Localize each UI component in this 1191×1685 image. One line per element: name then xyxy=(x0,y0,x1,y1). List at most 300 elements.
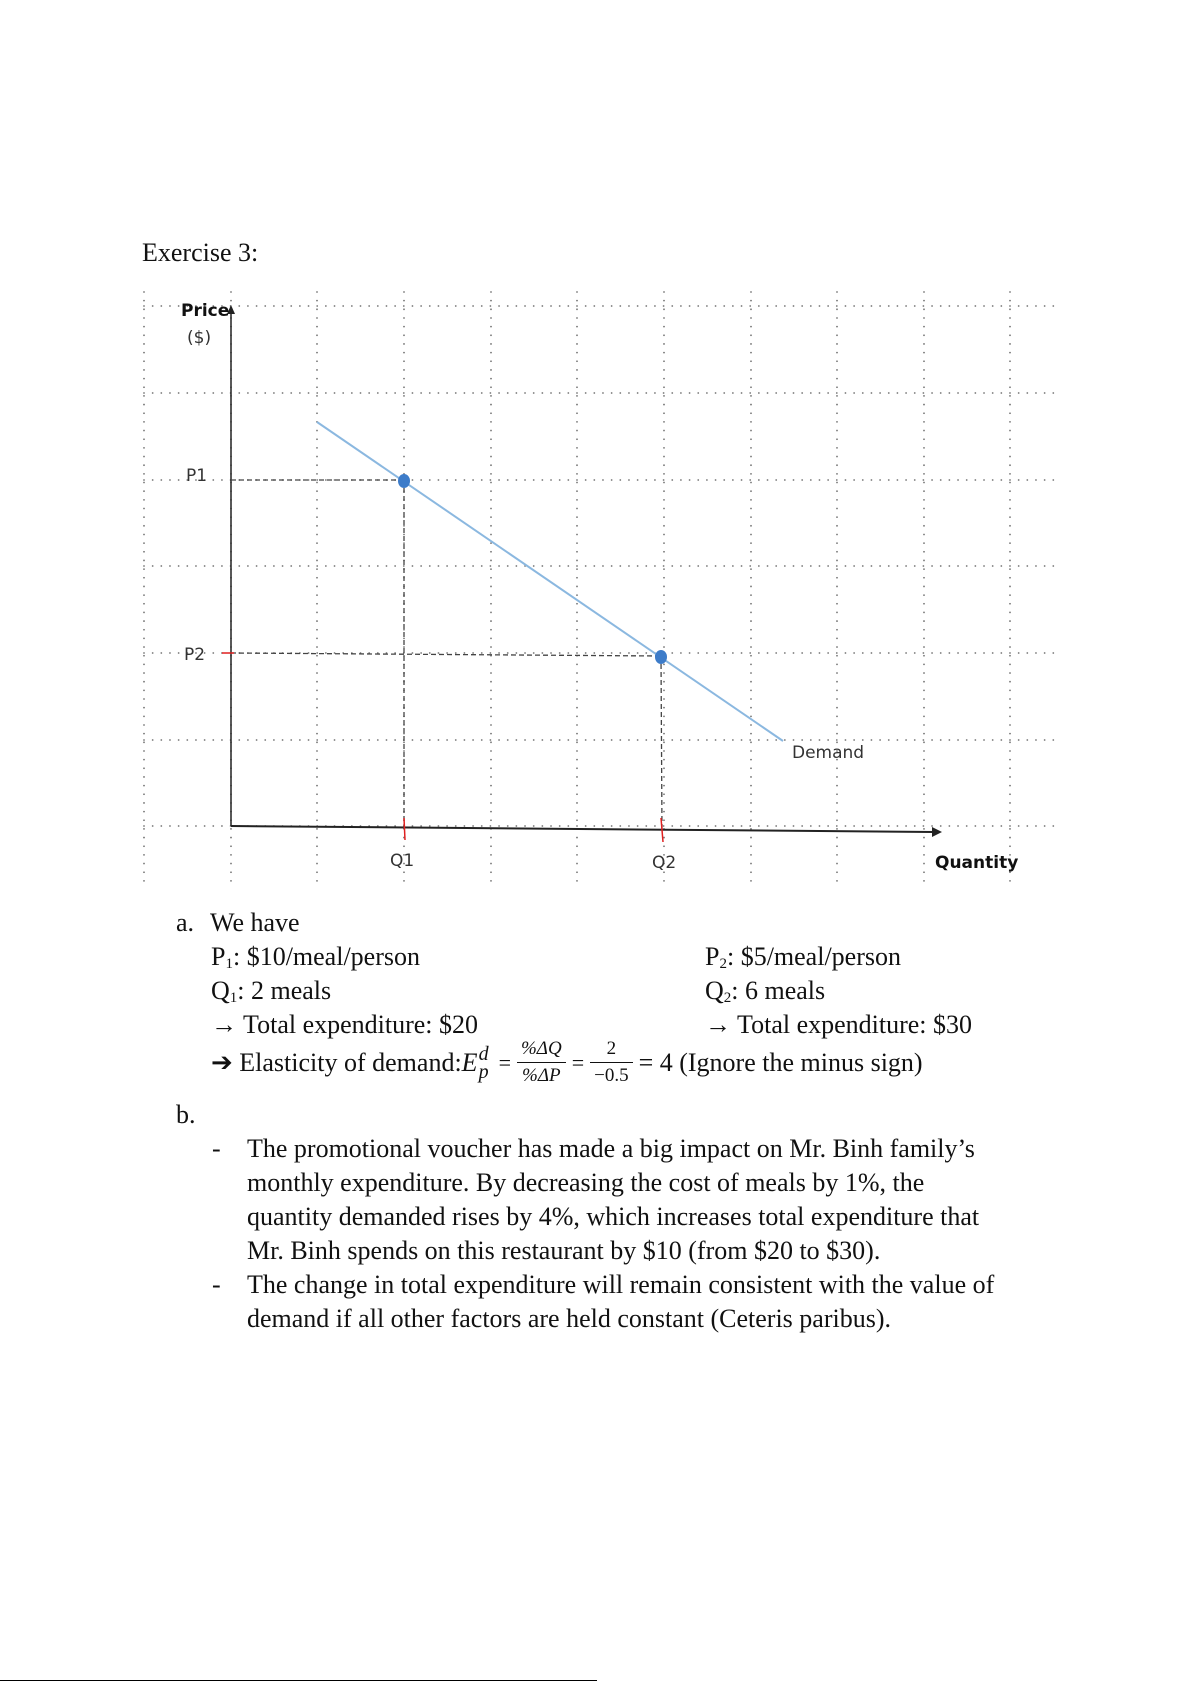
grid-dot xyxy=(1052,739,1054,741)
grid-dot xyxy=(732,739,734,741)
grid-dot xyxy=(750,759,752,761)
grid-dot xyxy=(576,837,578,839)
grid-dot xyxy=(862,739,864,741)
grid-dot xyxy=(836,560,838,562)
grid-dot xyxy=(715,652,717,654)
grid-dot xyxy=(1009,750,1011,752)
grid-dot xyxy=(992,479,994,481)
grid-dot xyxy=(576,629,578,631)
grid-dot xyxy=(775,565,777,567)
grid-dot xyxy=(576,473,578,475)
grid-dot xyxy=(550,479,552,481)
grid-dot xyxy=(403,360,405,362)
grid-dot xyxy=(637,479,639,481)
grid-dot xyxy=(264,739,266,741)
grid-dot xyxy=(836,652,838,654)
grid-dot xyxy=(143,447,145,449)
grid-dot xyxy=(247,392,249,394)
grid-dot xyxy=(750,603,752,605)
grid-dot xyxy=(1044,739,1046,741)
grid-dot xyxy=(836,404,838,406)
grid-dot xyxy=(403,542,405,544)
grid-dot xyxy=(412,392,414,394)
grid-dot xyxy=(316,516,318,518)
grid-dot xyxy=(663,490,665,492)
grid-dot xyxy=(923,802,925,804)
grid-dot xyxy=(801,825,803,827)
grid-dot xyxy=(845,565,847,567)
grid-dot xyxy=(923,456,925,458)
grid-dot xyxy=(316,698,318,700)
grid-dot xyxy=(455,652,457,654)
grid-dot xyxy=(853,479,855,481)
grid-dot xyxy=(732,565,734,567)
grid-dot xyxy=(403,565,405,567)
grid-dot xyxy=(143,707,145,709)
grid-dot xyxy=(819,479,821,481)
grid-dot xyxy=(836,785,838,787)
grid-dot xyxy=(723,392,725,394)
grid-dot xyxy=(611,305,613,307)
grid-dot xyxy=(750,655,752,657)
grid-dot xyxy=(412,739,414,741)
grid-dot xyxy=(481,305,483,307)
grid-dot xyxy=(264,565,266,567)
grid-dot xyxy=(490,603,492,605)
grid-dot xyxy=(143,663,145,665)
grid-dot xyxy=(689,565,691,567)
grid-dot xyxy=(897,479,899,481)
grid-dot xyxy=(923,438,925,440)
grid-dot xyxy=(1009,482,1011,484)
grid-dot xyxy=(1044,479,1046,481)
grid-dot xyxy=(143,681,145,683)
grid-dot xyxy=(550,565,552,567)
grid-dot xyxy=(143,871,145,873)
grid-dot xyxy=(316,793,318,795)
grid-dot xyxy=(750,386,752,388)
grid-dot xyxy=(923,447,925,449)
grid-dot xyxy=(143,334,145,336)
grid-dot xyxy=(1009,326,1011,328)
grid-dot xyxy=(663,845,665,847)
grid-dot xyxy=(316,880,318,882)
grid-dot xyxy=(559,479,561,481)
grid-dot xyxy=(775,825,777,827)
grid-dot xyxy=(923,479,925,481)
bullet-text-line: quantity demanded rises by 4%, which increases total expenditure that xyxy=(247,1202,980,1231)
grid-dot xyxy=(316,369,318,371)
grid-dot xyxy=(316,334,318,336)
grid-dot xyxy=(602,305,604,307)
grid-dot xyxy=(490,577,492,579)
exercise-title: Exercise 3: xyxy=(142,238,259,267)
grid-dot xyxy=(680,652,682,654)
grid-dot xyxy=(593,565,595,567)
p2-value: : $5/meal/person xyxy=(726,942,901,971)
grid-dot xyxy=(576,785,578,787)
grid-dot xyxy=(671,392,673,394)
grid-dot xyxy=(559,305,561,307)
grid-dot xyxy=(559,392,561,394)
grid-dot xyxy=(221,739,223,741)
grid-dot xyxy=(914,392,916,394)
grid-dot xyxy=(836,473,838,475)
grid-dot xyxy=(143,369,145,371)
grid-dot xyxy=(490,739,492,741)
grid-dot xyxy=(186,825,188,827)
grid-dot xyxy=(671,305,673,307)
grid-dot xyxy=(775,739,777,741)
grid-dot xyxy=(836,672,838,674)
grid-dot xyxy=(957,305,959,307)
grid-dot xyxy=(230,854,232,856)
grid-dot xyxy=(923,516,925,518)
grid-dot xyxy=(334,305,336,307)
grid-dot xyxy=(316,352,318,354)
grid-dot xyxy=(143,750,145,752)
grid-dot xyxy=(819,652,821,654)
grid-dot xyxy=(1009,586,1011,588)
grid-dot xyxy=(490,551,492,553)
grid-dot xyxy=(914,565,916,567)
grid-dot xyxy=(403,326,405,328)
y-axis-unit: ($) xyxy=(187,328,212,348)
grid-dot xyxy=(490,733,492,735)
grid-dot xyxy=(836,378,838,380)
grid-dot xyxy=(273,305,275,307)
grid-dot xyxy=(490,534,492,536)
grid-dot xyxy=(663,825,665,827)
grid-dot xyxy=(507,479,509,481)
grid-dot xyxy=(420,479,422,481)
grid-dot xyxy=(316,629,318,631)
elasticity-line xyxy=(211,1038,923,1087)
q2-value: : 6 meals xyxy=(731,976,826,1005)
grid-dot xyxy=(1052,565,1054,567)
grid-dot xyxy=(827,739,829,741)
grid-dot xyxy=(697,739,699,741)
grid-dot xyxy=(230,300,232,302)
grid-dot xyxy=(836,305,838,307)
grid-dot xyxy=(888,392,890,394)
grid-dot xyxy=(403,378,405,380)
grid-dot xyxy=(576,863,578,865)
grid-dot xyxy=(767,565,769,567)
grid-dot xyxy=(1018,825,1020,827)
grid-dot xyxy=(1026,652,1028,654)
grid-dot xyxy=(576,412,578,414)
grid-dot xyxy=(923,577,925,579)
grid-dot xyxy=(1000,305,1002,307)
grid-dot xyxy=(723,652,725,654)
grid-dot xyxy=(567,652,569,654)
grid-dot xyxy=(1000,392,1002,394)
grid-dot xyxy=(1035,305,1037,307)
grid-dot xyxy=(490,837,492,839)
grid-dot xyxy=(169,652,171,654)
grid-dot xyxy=(923,638,925,640)
grid-dot xyxy=(143,811,145,813)
grid-dot xyxy=(481,565,483,567)
grid-dot xyxy=(455,392,457,394)
grid-dot xyxy=(637,565,639,567)
grid-dot xyxy=(316,542,318,544)
grid-dot xyxy=(853,652,855,654)
grid-dot xyxy=(143,343,145,345)
grid-dot xyxy=(879,479,881,481)
grid-dot xyxy=(750,802,752,804)
grid-dot xyxy=(559,565,561,567)
grid-dot xyxy=(750,369,752,371)
grid-dot xyxy=(836,343,838,345)
grid-dot xyxy=(750,499,752,501)
grid-dot xyxy=(490,508,492,510)
grid-dot xyxy=(923,759,925,761)
grid-dot xyxy=(490,586,492,588)
grid-dot xyxy=(143,386,145,388)
grid-dot xyxy=(940,565,942,567)
grid-dot xyxy=(923,612,925,614)
grid-dot xyxy=(750,551,752,553)
grid-dot xyxy=(897,652,899,654)
grid-dot xyxy=(533,479,535,481)
grid-dot xyxy=(750,681,752,683)
grid-dot xyxy=(819,392,821,394)
grid-dot xyxy=(645,565,647,567)
grid-dot xyxy=(974,305,976,307)
grid-dot xyxy=(750,741,752,743)
grid-dot xyxy=(862,392,864,394)
grid-dot xyxy=(663,499,665,501)
y-axis-label: Price xyxy=(181,301,230,321)
grid-dot xyxy=(160,305,162,307)
grid-dot xyxy=(1009,360,1011,362)
grid-dot xyxy=(750,793,752,795)
grid-dot xyxy=(490,421,492,423)
grid-dot xyxy=(438,392,440,394)
grid-dot xyxy=(429,479,431,481)
fraction-percent-denominator: %ΔP xyxy=(522,1065,561,1086)
grid-dot xyxy=(403,534,405,536)
grid-dot xyxy=(923,672,925,674)
grid-dot xyxy=(957,565,959,567)
grid-dot xyxy=(221,392,223,394)
grid-dot xyxy=(464,565,466,567)
grid-dot xyxy=(559,825,561,827)
grid-dot xyxy=(663,698,665,700)
grid-dot xyxy=(697,565,699,567)
grid-dot xyxy=(749,825,751,827)
x-axis-label: Quantity xyxy=(935,853,1019,873)
grid-dot xyxy=(836,508,838,510)
point-p1-q1 xyxy=(398,474,410,488)
grid-dot xyxy=(689,739,691,741)
q2-guide xyxy=(661,656,662,832)
grid-dot xyxy=(576,525,578,527)
grid-dot xyxy=(1009,759,1011,761)
grid-dot xyxy=(576,317,578,319)
grid-dot xyxy=(1009,715,1011,717)
grid-dot xyxy=(948,825,950,827)
grid-dot xyxy=(160,565,162,567)
grid-dot xyxy=(697,479,699,481)
grid-dot xyxy=(750,516,752,518)
grid-dot xyxy=(663,594,665,596)
grid-dot xyxy=(836,369,838,371)
grid-dot xyxy=(490,317,492,319)
grid-dot xyxy=(490,652,492,654)
grid-dot xyxy=(905,392,907,394)
grid-dot xyxy=(143,395,145,397)
grid-dot xyxy=(750,612,752,614)
grid-dot xyxy=(490,819,492,821)
grid-dot xyxy=(490,707,492,709)
grid-dot xyxy=(663,291,665,293)
grid-dot xyxy=(316,412,318,414)
grid-dot xyxy=(299,565,301,567)
grid-dot xyxy=(490,565,492,567)
grid-dot xyxy=(1009,560,1011,562)
grid-dot xyxy=(212,565,214,567)
grid-dot xyxy=(750,689,752,691)
grid-dot xyxy=(931,479,933,481)
grid-dot xyxy=(559,652,561,654)
grid-dot xyxy=(741,479,743,481)
grid-dot xyxy=(273,739,275,741)
grid-dot xyxy=(923,334,925,336)
grid-dot xyxy=(654,479,656,481)
grid-dot xyxy=(732,652,734,654)
grid-dot xyxy=(490,360,492,362)
grid-dot xyxy=(801,479,803,481)
grid-dot xyxy=(750,360,752,362)
grid-dot xyxy=(983,479,985,481)
grid-dot xyxy=(585,652,587,654)
grid-dot xyxy=(853,739,855,741)
grid-dot xyxy=(490,369,492,371)
grid-dot xyxy=(1026,305,1028,307)
grid-dot xyxy=(836,603,838,605)
grid-dot xyxy=(836,854,838,856)
bullet-text-line: monthly expenditure. By decreasing the cost of meals by 1%, the xyxy=(247,1168,925,1197)
grid-dot xyxy=(663,464,665,466)
grid-dot xyxy=(645,305,647,307)
grid-dot xyxy=(923,663,925,665)
grid-dot xyxy=(750,646,752,648)
grid-dot xyxy=(923,594,925,596)
grid-dot xyxy=(750,542,752,544)
grid-dot xyxy=(923,845,925,847)
grid-dot xyxy=(750,586,752,588)
grid-dot xyxy=(905,565,907,567)
grid-dot xyxy=(628,392,630,394)
grid-dot xyxy=(386,739,388,741)
grid-dot xyxy=(923,542,925,544)
grid-dot xyxy=(230,845,232,847)
grid-dot xyxy=(576,759,578,761)
grid-dot xyxy=(992,305,994,307)
grid-dot xyxy=(836,620,838,622)
grid-dot xyxy=(1009,681,1011,683)
grid-dot xyxy=(593,825,595,827)
grid-dot xyxy=(750,577,752,579)
grid-dot xyxy=(316,612,318,614)
grid-dot xyxy=(1009,612,1011,614)
grid-dot xyxy=(923,421,925,423)
grid-dot xyxy=(974,479,976,481)
grid-dot xyxy=(490,464,492,466)
grid-dot xyxy=(455,825,457,827)
grid-dot xyxy=(853,392,855,394)
grid-dot xyxy=(879,392,881,394)
grid-dot xyxy=(593,392,595,394)
grid-dot xyxy=(178,305,180,307)
grid-dot xyxy=(264,392,266,394)
grid-dot xyxy=(1009,845,1011,847)
grid-dot xyxy=(143,854,145,856)
grid-dot xyxy=(1009,300,1011,302)
grid-dot xyxy=(1009,565,1011,567)
x-axis-arrow xyxy=(932,827,942,837)
grid-dot xyxy=(507,652,509,654)
grid-dot xyxy=(810,652,812,654)
grid-dot xyxy=(1009,378,1011,380)
grid-dot xyxy=(775,305,777,307)
grid-dot xyxy=(576,825,578,827)
grid-dot xyxy=(1044,392,1046,394)
grid-dot xyxy=(801,305,803,307)
grid-dot xyxy=(923,733,925,735)
grid-dot xyxy=(784,305,786,307)
grid-dot xyxy=(316,464,318,466)
grid-dot xyxy=(1009,479,1011,481)
grid-dot xyxy=(316,638,318,640)
x-tick-q1: Q1 xyxy=(390,851,415,871)
grid-dot xyxy=(1044,825,1046,827)
grid-dot xyxy=(576,360,578,362)
grid-dot xyxy=(637,392,639,394)
grid-dot xyxy=(490,343,492,345)
grid-dot xyxy=(541,479,543,481)
grid-dot xyxy=(697,392,699,394)
grid-dot xyxy=(767,392,769,394)
grid-dot xyxy=(316,586,318,588)
grid-dot xyxy=(169,565,171,567)
grid-dot xyxy=(576,438,578,440)
grid-dot xyxy=(143,542,145,544)
grid-dot xyxy=(663,586,665,588)
grid-dot xyxy=(750,378,752,380)
grid-dot xyxy=(741,825,743,827)
grid-dot xyxy=(923,750,925,752)
q1-tick xyxy=(404,818,405,840)
grid-dot xyxy=(767,739,769,741)
grid-dot xyxy=(628,825,630,827)
grid-dot xyxy=(490,438,492,440)
grid-dot xyxy=(715,739,717,741)
grid-dot xyxy=(230,828,232,830)
grid-dot xyxy=(1000,479,1002,481)
grid-dot xyxy=(143,438,145,440)
grid-dot xyxy=(143,479,145,481)
x-tick-q2: Q2 xyxy=(652,853,677,873)
grid-dot xyxy=(741,652,743,654)
grid-dot xyxy=(897,392,899,394)
grid-dot xyxy=(706,739,708,741)
grid-dot xyxy=(602,739,604,741)
grid-dot xyxy=(212,739,214,741)
